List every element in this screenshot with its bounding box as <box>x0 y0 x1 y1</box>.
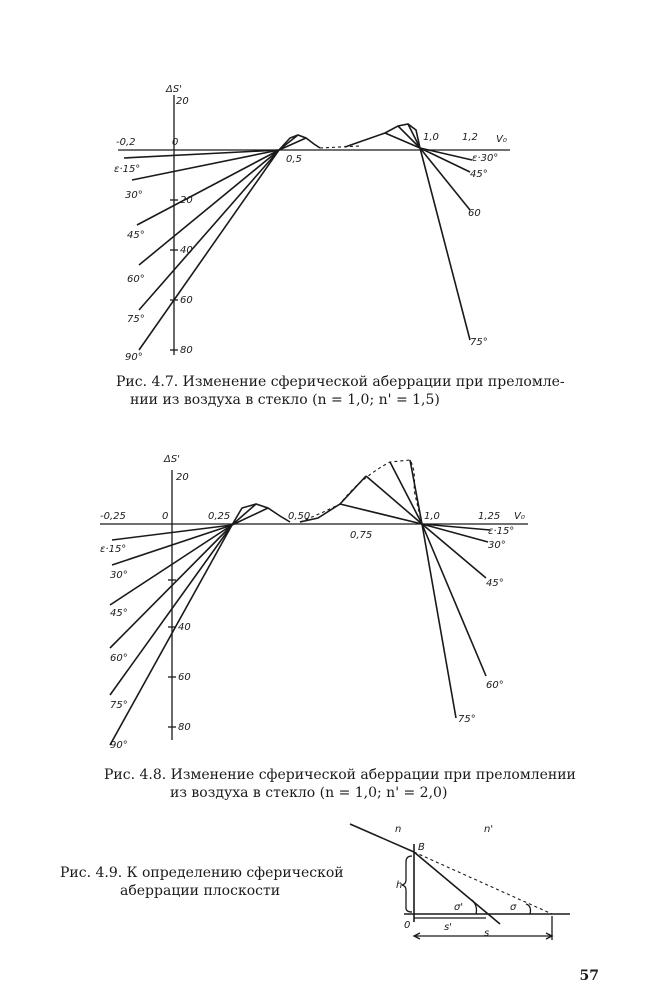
fig47-origin: 0 <box>172 137 179 148</box>
fig48-right-ray-75 <box>422 524 456 718</box>
fig49-angle-sigma <box>526 904 531 914</box>
fig48-ylabel: ΔS' <box>164 454 180 465</box>
fig47-xlabel: V₀ <box>496 134 507 145</box>
fig47-lobe-ray <box>385 133 420 148</box>
fig48-lobe-ray <box>390 462 422 524</box>
fig47-left-label-60: 60° <box>127 274 145 285</box>
fig47-right-label-30: ε·30° <box>472 153 499 164</box>
fig49-dashed-ray <box>414 852 552 914</box>
fig48-dashed-envelope <box>300 460 422 524</box>
fig48-left-label-60: 60° <box>110 653 128 664</box>
fig48-xtick-025: 0,25 <box>208 511 231 522</box>
fig48-right-label-45: 45° <box>486 578 504 589</box>
fig48-right-label-60: 60° <box>486 680 504 691</box>
fig47-xtick-12: 1,2 <box>462 132 478 143</box>
fig47-ray-45 <box>137 150 279 225</box>
fig49-incoming-ray <box>350 824 414 852</box>
fig48-ray-60 <box>110 525 232 648</box>
fig47-caption-line1: Рис. 4.7. Изменение сферической аберрации при преломле- <box>116 374 565 390</box>
fig49-h-brace <box>402 856 412 912</box>
fig48-ytick-20: 20 <box>176 472 189 483</box>
fig47-left-label-15: ε·15° <box>114 164 141 175</box>
fig48-ray-90 <box>110 525 232 745</box>
fig48-caption-line1: Рис. 4.8. Изменение сферической аберрации при преломлении <box>104 767 576 783</box>
fig48-xtick-neg025: -0,25 <box>100 511 126 522</box>
fig48-ytick-60: 60 <box>178 672 191 683</box>
fig48-left-label-30: 30° <box>110 570 128 581</box>
fig48-ray-75 <box>110 525 232 695</box>
fig47-xtick-05: 0,5 <box>286 154 302 165</box>
fig47-ytick-20-top: 20 <box>176 96 189 107</box>
fig49-caption-line2: аберрации плоскости <box>120 883 281 899</box>
fig49-caption-line1: Рис. 4.9. К определению сферической <box>60 865 344 881</box>
page-number: 57 <box>579 968 599 984</box>
fig49-label-s: s <box>484 928 490 939</box>
fig48-ytick-80: 80 <box>178 722 191 733</box>
fig47-right-label-75: 75° <box>470 337 488 348</box>
fig47-right-label-60: 60 <box>468 208 481 219</box>
fig48-left-label-45: 45° <box>110 608 128 619</box>
figure-4-9 <box>350 824 570 940</box>
figure-4-7 <box>114 84 510 363</box>
fig49-label-s-prime: s' <box>444 922 452 933</box>
fig47-ylabel: ΔS' <box>166 84 182 95</box>
fig48-right-ray-60 <box>422 524 486 676</box>
fig48-left-label-15: ε·15° <box>100 544 127 555</box>
fig47-ytick-40: 40 <box>180 245 193 256</box>
fig47-ytick-20: 20 <box>180 195 193 206</box>
fig48-origin: 0 <box>162 511 169 522</box>
fig49-label-n-prime: n' <box>484 824 494 835</box>
fig48-xtick-125: 1,25 <box>478 511 501 522</box>
fig48-left-label-90: 90° <box>110 740 128 751</box>
fig48-xtick-075: 0,75 <box>350 530 373 541</box>
fig49-label-n: n <box>395 824 402 835</box>
fig47-ray-60 <box>139 150 279 265</box>
fig48-ytick-40: 40 <box>178 622 191 633</box>
fig48-caption-line2: из воздуха в стекло (n = 1,0; n' = 2,0) <box>170 785 448 801</box>
fig47-ytick-80: 80 <box>180 345 193 356</box>
fig48-xtick-050: 0,50 <box>288 511 311 522</box>
fig47-left-label-90: 90° <box>125 352 143 363</box>
fig49-label-B: B <box>418 842 425 853</box>
fig47-left-label-75: 75° <box>127 314 145 325</box>
fig47-xtick-neg02: -0,2 <box>116 137 136 148</box>
fig48-left-label-75: 75° <box>110 700 128 711</box>
fig47-right-label-45: 45° <box>470 169 488 180</box>
figure-4-8 <box>100 454 528 751</box>
fig49-label-O: 0 <box>404 920 411 931</box>
fig49-label-sigma-prime: σ' <box>454 902 464 913</box>
fig47-dashed-mid <box>320 146 360 148</box>
fig47-left-label-30: 30° <box>125 190 143 201</box>
fig48-right-label-30: 30° <box>488 540 506 551</box>
fig47-ytick-60: 60 <box>180 295 193 306</box>
fig47-ray-90 <box>139 150 279 350</box>
fig47-caption-line2: нии из воздуха в стекло (n = 1,0; n' = 1,5) <box>130 392 440 408</box>
fig48-xlabel: V₀ <box>514 511 525 522</box>
fig47-right-ray-75 <box>420 148 470 340</box>
fig48-right-label-75: 75° <box>458 714 476 725</box>
fig47-left-label-45: 45° <box>127 230 145 241</box>
fig48-ray-45 <box>110 525 232 605</box>
fig48-xtick-10: 1,0 <box>424 511 440 522</box>
fig48-right-label-15: ε·15° <box>488 526 515 537</box>
fig49-label-h: h <box>396 880 403 891</box>
fig47-xtick-10: 1,0 <box>423 132 439 143</box>
fig49-label-sigma: σ <box>510 902 517 913</box>
fig47-lobe-ray <box>398 126 420 148</box>
fig47-right-ray-45 <box>420 148 470 172</box>
fig48-lobe-small <box>232 504 290 525</box>
